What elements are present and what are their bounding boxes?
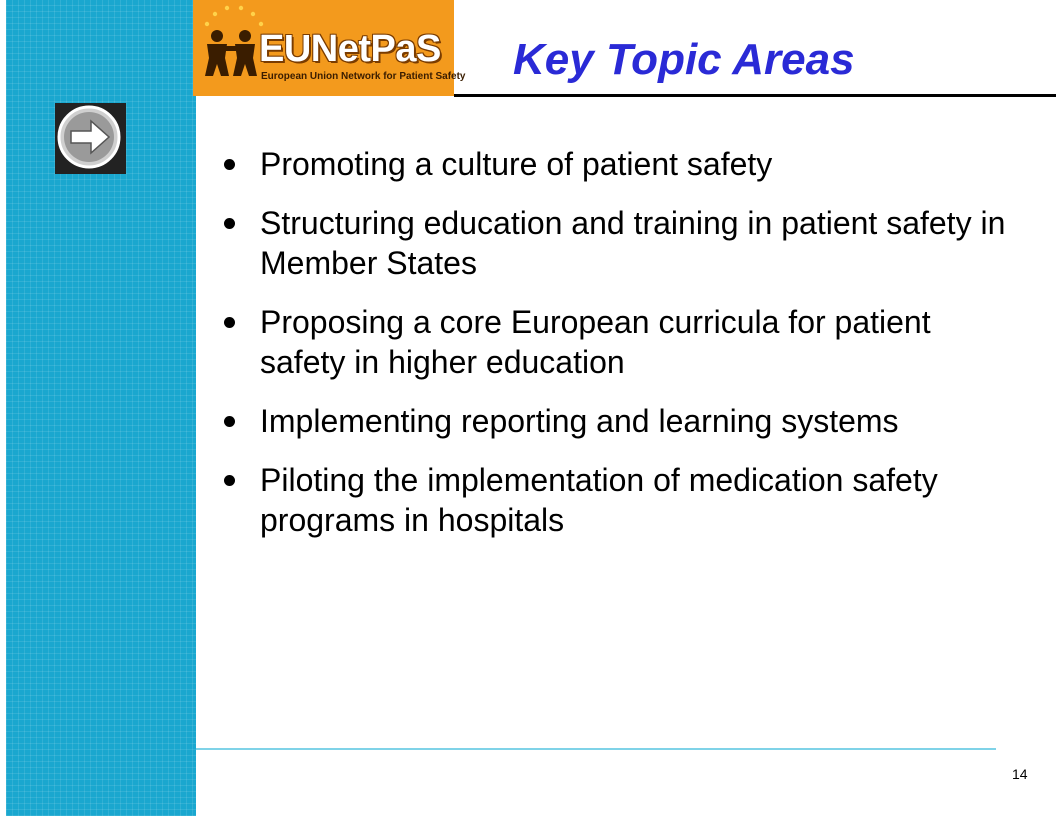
logo-name: EUNetPaS xyxy=(259,28,441,70)
bullet-dot-icon xyxy=(224,475,235,486)
bullet-dot-icon xyxy=(224,416,235,427)
bullet-dot-icon xyxy=(224,317,235,328)
bullet-text: Piloting the implementation of medication safety programs in hospitals xyxy=(260,462,938,538)
stars-icon xyxy=(197,4,267,28)
bullet-text: Proposing a core European curricula for patient safety in higher education xyxy=(260,304,931,380)
bullet-text: Structuring education and training in patient safety in Member States xyxy=(260,205,1006,281)
logo-subtitle: European Union Network for Patient Safety xyxy=(261,71,466,82)
bullet-text: Promoting a culture of patient safety xyxy=(260,146,773,182)
bullet-text: Implementing reporting and learning systems xyxy=(260,403,899,439)
bullet-item xyxy=(220,144,1020,184)
bullet-item xyxy=(220,203,1020,283)
arrow-right-icon xyxy=(53,101,126,174)
bullet-list xyxy=(220,144,1020,559)
title-underline xyxy=(454,94,1056,97)
people-icon xyxy=(203,28,261,78)
footer-divider xyxy=(196,748,996,750)
bullet-item xyxy=(220,302,1020,382)
bullet-item xyxy=(220,460,1020,540)
bullet-item xyxy=(220,401,1020,441)
page-number: 14 xyxy=(1012,766,1028,782)
sidebar-edge xyxy=(0,0,6,816)
eunetpas-logo xyxy=(193,0,466,96)
slide-title: Key Topic Areas xyxy=(513,35,855,84)
bullet-dot-icon xyxy=(224,159,235,170)
bullet-dot-icon xyxy=(224,218,235,229)
